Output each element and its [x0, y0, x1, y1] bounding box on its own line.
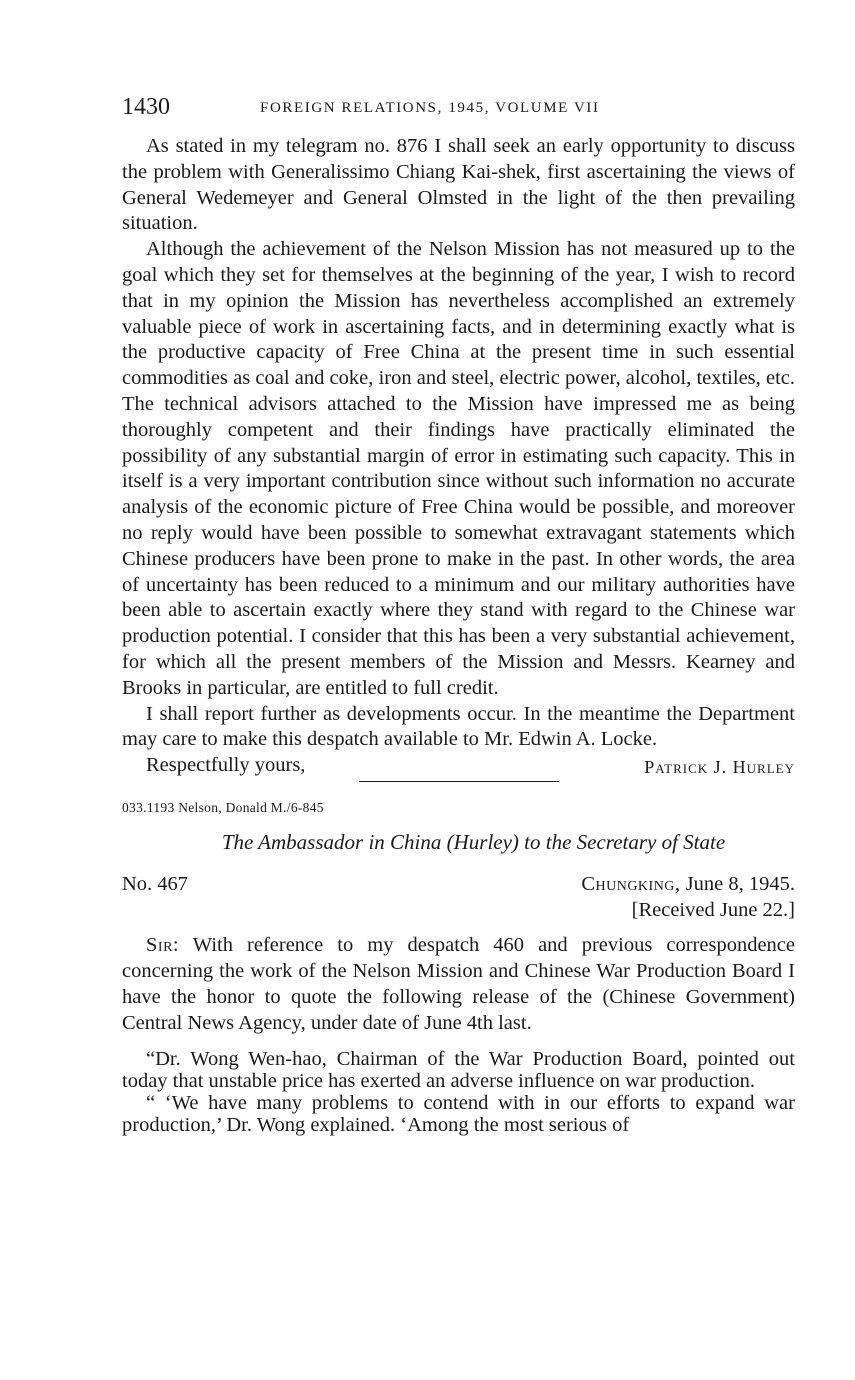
file-reference: 033.1193 Nelson, Donald M./6-845: [122, 800, 324, 816]
signoff: [122, 753, 795, 781]
place: Chungking,: [581, 873, 681, 896]
document-meta: [122, 873, 795, 933]
page-header: [122, 92, 795, 128]
place-date: [581, 873, 795, 896]
received-date: [Received June 22.]: [631, 899, 795, 922]
salutation: Sir:: [146, 934, 180, 957]
date: June 8, 1945.: [685, 873, 795, 896]
despatch-text: With reference to my despatch 460 and previous correspondence concerning the work of the Nelson Mission and Chinese War Production Board I have the honor to quote the following release of the (Chinese Government) Central News Agency, under date of June 4th last.: [122, 934, 795, 1034]
despatch-number: No. 467: [122, 873, 189, 896]
document-title: The Ambassador in China (Hurley) to the Secretary of State: [221, 830, 726, 855]
body-paragraph: I shall report further as developments occur. In the meantime the Department may care to make this despatch available to Mr. Edwin A. Locke.: [122, 702, 795, 751]
page-number: 1430: [122, 94, 170, 120]
document-page: [122, 92, 795, 1136]
running-head: FOREIGN RELATIONS, 1945, VOLUME VII: [260, 100, 600, 116]
body-paragraph: As stated in my telegram no. 876 I shall seek an early opportunity to discuss the problem with Generalissimo Chiang Kai-shek, first ascertaining the views of General Wedemeyer and General Olmsted in the light of the then prevailing situation.: [122, 135, 795, 235]
body-paragraph: Although the achievement of the Nelson Mission has not measured up to the goal which they set for themselves at the beginning of the year, I wish to record that in my opinion the Mission has nevertheless accomplished an extremely valuable piece of work in ascertaining facts, and in determining exactly what is the productive capacity of Free China at the present time in such essential commodities as coal and coke, iron and steel, electric power, alcohol, textiles, etc. The technical advisors attached to the Mission have impressed me as being thoroughly competent and their findings have practically eliminated the possibility of any substantial margin of error in estimating such capacity. This in itself is a very important contribution since without such information no accurate analysis of the economic picture of Free China would be possible, and moreover no reply would have been possible to somewhat extravagant statements which Chinese producers have been prone to make in the past. In other words, the area of uncertainty has been reduced to a minimum and our military authorities have been able to ascertain exactly where they stand with regard to the Chinese war production potential. I consider that this has been a very substantial achievement, for which all the present members of the Mission and Messrs. Kearney and Brooks in particular, are entitled to full credit.: [122, 238, 795, 699]
despatch-paragraph: [122, 933, 795, 1036]
signature: Patrick J. Hurley: [644, 757, 795, 778]
quoted-paragraph: “ ‘We have many problems to contend with in our efforts to expand war production,’ Dr. Wong explained. ‘Among the most serious of: [122, 1092, 795, 1137]
quoted-paragraph: “Dr. Wong Wen-hao, Chairman of the War Production Board, pointed out today that unstable price has exerted an adverse influence on war production.: [122, 1048, 795, 1093]
section-divider: [359, 781, 559, 782]
closing: Respectfully yours,: [146, 754, 306, 777]
